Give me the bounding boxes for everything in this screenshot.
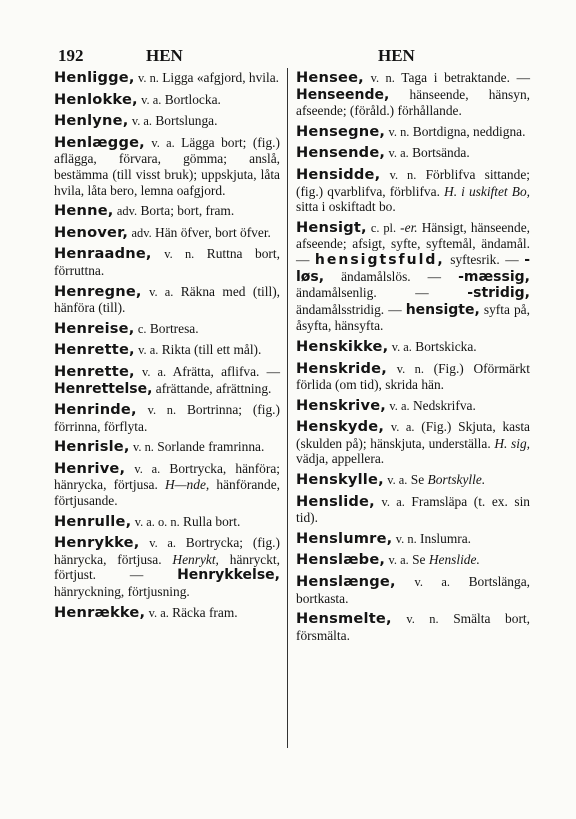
- dictionary-entry: [54, 402, 280, 434]
- dictionary-entry: [54, 461, 280, 509]
- dictionary-entry: [296, 494, 530, 526]
- left-column: [54, 70, 280, 626]
- dictionary-entry: [54, 225, 280, 242]
- dictionary-entry: [296, 552, 530, 569]
- headword: Henslænge,: [296, 573, 396, 591]
- dictionary-entry: [296, 419, 530, 467]
- definition-continued: hänförande, förtjusande.: [54, 477, 280, 509]
- cross-reference: Henslide.: [428, 552, 480, 568]
- definition: Se: [412, 552, 426, 568]
- sub-definition: syftesrik. —: [450, 251, 519, 267]
- plural-ending: -er.: [400, 219, 418, 235]
- definition-continued: hänryckt, förtjust. —: [54, 551, 280, 583]
- dictionary-entry: [54, 439, 280, 456]
- sub-headword: -mæssig,: [458, 268, 530, 285]
- column-divider: [287, 68, 288, 748]
- headword: Hensende,: [296, 144, 386, 162]
- definition: Inslumra.: [420, 530, 471, 546]
- headword: Hensigt,: [296, 218, 367, 236]
- definition: Räcka fram.: [172, 604, 238, 620]
- definition: Bortslunga.: [155, 113, 218, 129]
- headword: Henrette,: [54, 341, 135, 359]
- definition: Sorlande framrinna.: [157, 439, 265, 455]
- dictionary-entry: [54, 364, 280, 397]
- dictionary-entry: [296, 472, 530, 489]
- definition-continued: vädja, appellera.: [296, 451, 385, 467]
- grammar-label: v. n.: [388, 124, 410, 139]
- headword: Hensmelte,: [296, 610, 392, 628]
- dictionary-entry: [54, 92, 280, 109]
- left-running-head: HEN: [146, 46, 183, 65]
- dictionary-entry: [296, 145, 530, 162]
- definition: Bortdigna, neddigna.: [412, 123, 526, 139]
- dictionary-entry: [296, 124, 530, 141]
- definition: (Fig.) Oförmärkt förlida (om tid), skrida hän.: [296, 360, 530, 393]
- dictionary-entry: [296, 398, 530, 415]
- definition: Nedskrifva.: [412, 397, 476, 413]
- headword: Henrulle,: [54, 512, 132, 530]
- definition: Borta; bort, fram.: [140, 203, 235, 219]
- definition: Hän öfver, bort öfver.: [155, 224, 271, 240]
- headword: Henskikke,: [296, 337, 389, 355]
- grammar-label: v. a.: [149, 284, 174, 299]
- headword: Henover,: [54, 223, 129, 241]
- headword: Henrette,: [54, 362, 135, 380]
- headword: Hensidde,: [296, 165, 381, 183]
- grammar-label: v. n.: [147, 403, 177, 418]
- sub-headword: -løs,: [296, 251, 530, 285]
- definition: Bortskicka.: [415, 338, 477, 354]
- sub-definition: hänryckning, förtjusning.: [54, 584, 190, 600]
- grammar-label: c.: [137, 321, 147, 336]
- dictionary-entry: [54, 514, 280, 531]
- right-running-head: HEN: [378, 46, 415, 65]
- headword: Henslumre,: [296, 529, 393, 547]
- grammar-label: v. a.: [148, 605, 169, 620]
- dictionary-entry: [54, 342, 280, 359]
- headword: Henligge,: [54, 69, 135, 86]
- sub-headword: -stridig,: [467, 285, 530, 302]
- right-column: [296, 70, 530, 648]
- grammar-label: v. n.: [138, 71, 159, 85]
- definition: Ruttna bort, förruttna.: [54, 246, 280, 278]
- definition: Se: [410, 472, 425, 488]
- headword: Henraadne,: [54, 245, 152, 263]
- cross-reference: Bortskylle.: [427, 472, 486, 488]
- headword: Henrække,: [54, 603, 146, 621]
- dictionary-entry: [296, 339, 530, 356]
- grammar-label: c. pl.: [370, 220, 397, 235]
- grammar-label: v. a.: [381, 494, 405, 509]
- sub-definition: hänseende, hänsyn, afseende; (föråld.) förhållande.: [296, 86, 530, 119]
- grammar-label: v. a.: [389, 398, 410, 413]
- dictionary-entry: [296, 167, 530, 215]
- dictionary-entry: [54, 535, 280, 599]
- grammar-label: v. a.: [142, 364, 167, 379]
- sub-headword: Henrykkelse,: [177, 567, 280, 584]
- dictionary-entry: [54, 321, 280, 338]
- dictionary-entry: [296, 574, 530, 606]
- headword: Hensee,: [296, 69, 364, 86]
- definition: Taga i betraktande. —: [401, 70, 530, 85]
- grammar-label: v. n.: [389, 167, 417, 182]
- definition: Förblifva sittande; (fig.) qvarblifva, förblifva.: [296, 166, 530, 199]
- dictionary-entry: [54, 605, 280, 622]
- headword: Henslide,: [296, 492, 375, 510]
- definition-continued: sitta i oskiftadt bo.: [296, 199, 396, 215]
- definition: Ligga «afgjord, hvila.: [162, 70, 280, 85]
- italic-form: Henrykt,: [172, 551, 219, 567]
- grammar-label: v. a.: [388, 553, 409, 568]
- italic-form: H. sig,: [494, 435, 530, 451]
- definition: Bortsända.: [412, 145, 470, 161]
- sub-headword: hensigte,: [405, 301, 480, 318]
- grammar-label: v. n.: [133, 440, 154, 455]
- dictionary-entry: [296, 70, 530, 119]
- headword: Henlyne,: [54, 112, 129, 130]
- headword: Henskrive,: [296, 396, 387, 414]
- headword: Henrisle,: [54, 438, 130, 456]
- dictionary-entry: [54, 113, 280, 130]
- definition: Afrätta, aflifva. —: [172, 363, 281, 379]
- grammar-label: adv.: [131, 225, 152, 240]
- grammar-label: v. n.: [406, 612, 439, 627]
- definition: Framsläpa (t. ex. sin tid).: [296, 493, 530, 526]
- grammar-label: v. a.: [149, 536, 176, 551]
- dictionary-entry: [296, 361, 530, 393]
- page-header: [52, 46, 530, 68]
- page-number: 192: [58, 46, 84, 65]
- dictionary-entry: [54, 246, 280, 278]
- dictionary-entry: [54, 284, 280, 316]
- dictionary-entry: [54, 203, 280, 220]
- grammar-label: adv.: [116, 204, 138, 219]
- headword: Henrykke,: [54, 534, 140, 552]
- definition: Bortlocka.: [164, 91, 221, 107]
- definition: Bortresa.: [149, 320, 199, 336]
- grammar-label: v. a.: [390, 420, 415, 435]
- headword: Henlægge,: [54, 133, 145, 151]
- grammar-label: v. n.: [396, 361, 424, 376]
- dictionary-entry: [296, 220, 530, 334]
- sub-headword: Henrettelse,: [54, 380, 153, 397]
- grammar-label: v. a.: [414, 575, 450, 590]
- sub-definition: ändamålslös. —: [341, 268, 442, 284]
- definition: Räkna med (till), hänföra (till).: [54, 283, 281, 316]
- italic-form: H—nde,: [164, 477, 210, 493]
- grammar-label: v. a.: [131, 114, 152, 129]
- headword: Henrive,: [54, 459, 126, 477]
- dictionary-entry: [296, 531, 530, 548]
- definition: (Fig.) Skjuta, kasta (skulden på); hänskjuta, underställa.: [296, 419, 530, 451]
- grammar-label: v. a.: [138, 343, 159, 358]
- definition: Rulla bort.: [183, 513, 241, 529]
- headword: Henskylle,: [296, 471, 384, 489]
- sub-headword: hensigtsfuld,: [314, 251, 445, 268]
- definition: Rikta (till ett mål).: [161, 342, 262, 358]
- grammar-label: v. a.: [391, 339, 412, 354]
- sub-definition: ändamålsstridig. —: [296, 301, 402, 317]
- headword: Henreise,: [54, 319, 135, 337]
- headword: Henskyde,: [296, 418, 385, 436]
- sub-definition: syfta på, åsyfta, hänsyfta.: [296, 301, 530, 334]
- headword: Henslæbe,: [296, 551, 386, 569]
- grammar-label: v. n.: [395, 531, 417, 546]
- italic-form: H. i uskiftet Bo,: [444, 183, 530, 199]
- definition: Bortrycka; (fig.) hänrycka, förtjusa.: [54, 535, 280, 567]
- definition: Hänsigt, hänseende, afseende; afsigt, syfte, syftemål, ändamål. —: [296, 219, 530, 267]
- definition: Bortrycka, hänföra; hänrycka, förtjusa.: [54, 460, 280, 493]
- headword: Hensegne,: [296, 122, 386, 140]
- definition: Bortslänga, bortkasta.: [296, 574, 530, 606]
- grammar-label: v. a. o. n.: [134, 514, 180, 529]
- headword: Henregne,: [54, 282, 142, 300]
- sub-definition: ändamålsenlig. —: [296, 285, 429, 301]
- definition: Bortrinna; (fig.) förrinna, förflyta.: [54, 402, 280, 434]
- grammar-label: v. n.: [370, 71, 395, 85]
- grammar-label: v. a.: [134, 461, 161, 476]
- headword: Henlokke,: [54, 90, 138, 108]
- definition: Smälta bort, försmälta.: [296, 611, 530, 643]
- definition: Lägga bort; (fig.) aflägga, förvara, gömma; anslå, bestämma (till visst bruk); uppskjuta, låta hvila, låta bero, lemna oafgjord.: [54, 134, 280, 198]
- sub-headword: Henseende,: [296, 86, 390, 103]
- grammar-label: v. a.: [387, 473, 408, 488]
- dictionary-entry: [54, 135, 280, 198]
- headword: Henne,: [54, 202, 114, 220]
- dictionary-entry: [296, 611, 530, 643]
- sub-definition: afrättande, afrättning.: [155, 380, 272, 396]
- headword: Henrinde,: [54, 401, 137, 419]
- grammar-label: v. n.: [164, 247, 195, 262]
- grammar-label: v. a.: [141, 92, 162, 107]
- grammar-label: v. a.: [388, 146, 409, 161]
- dictionary-entry: [54, 70, 280, 87]
- grammar-label: v. a.: [151, 135, 175, 150]
- headword: Henskride,: [296, 359, 387, 377]
